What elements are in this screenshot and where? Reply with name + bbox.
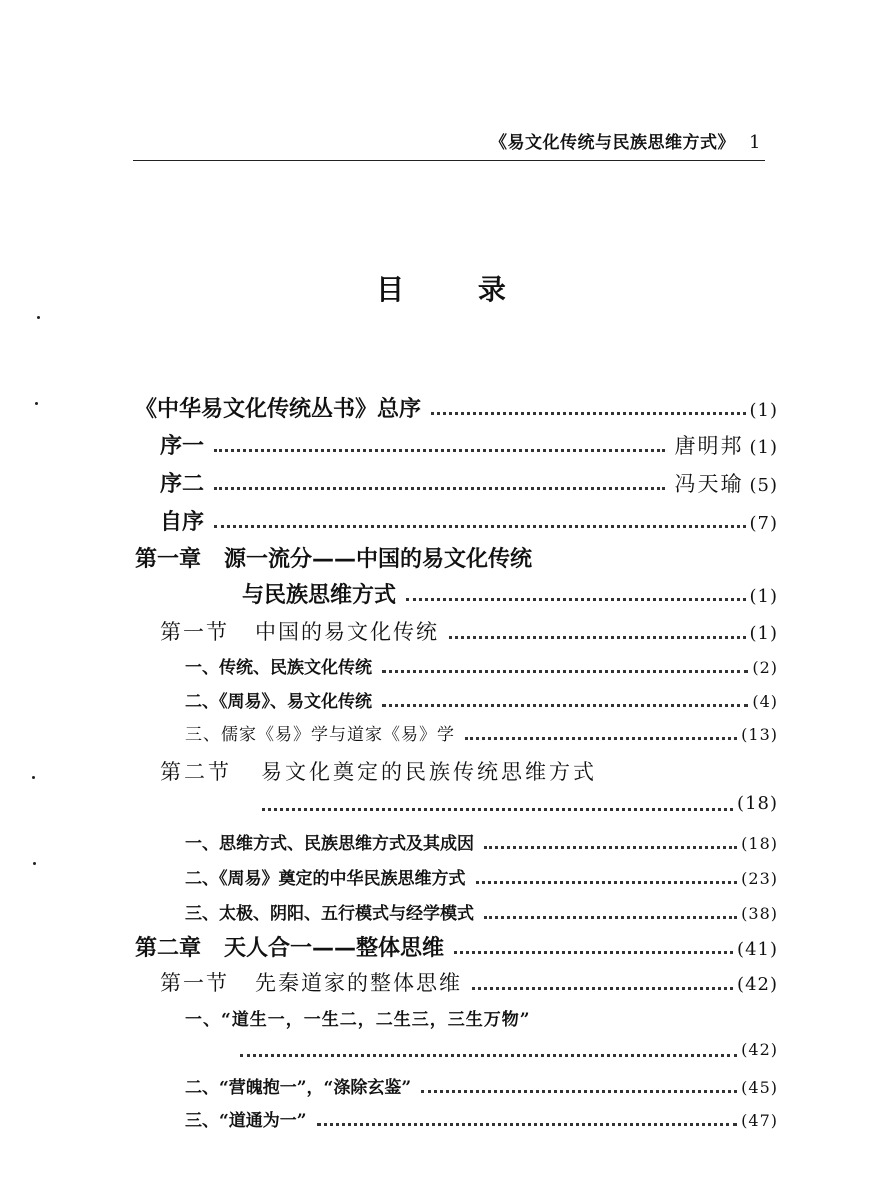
dot-leader <box>484 916 737 919</box>
scan-speck <box>33 862 36 865</box>
entry-label: 第一节 先秦道家的整体思维 <box>160 971 463 995</box>
entry-label: 第二章 天人合一——整体思维 <box>135 936 444 961</box>
entry-label: 自序 <box>160 510 205 535</box>
dot-leader <box>449 636 745 639</box>
entry-label: 二、《周易》、易文化传统 <box>185 692 372 712</box>
toc-entry-subsection <box>185 653 778 678</box>
entry-label: 一、传统、民族文化传统 <box>185 658 372 678</box>
entry-label: 《中华易文化传统丛书》总序 <box>135 397 422 422</box>
entry-page: (1) <box>749 400 778 421</box>
entry-page: (7) <box>749 513 778 534</box>
scan-speck <box>35 402 38 405</box>
dot-leader <box>214 449 664 452</box>
entry-label: 序一 <box>160 434 205 459</box>
entry-label: 第二节 易文化奠定的民族传统思维方式 <box>160 760 598 784</box>
entry-page: (18) <box>741 834 778 853</box>
dot-leader <box>317 1123 738 1126</box>
entry-label: 三、儒家《易》学与道家《易》学 <box>185 725 455 745</box>
scan-speck <box>32 776 35 779</box>
entry-page: (4) <box>752 692 778 711</box>
dot-leader <box>421 1090 737 1093</box>
toc-entry-section-1-2 <box>160 756 778 786</box>
entry-page: (41) <box>737 939 778 960</box>
entry-label: 三、“道通为一” <box>185 1111 307 1131</box>
entry-label: 第一章 源一流分——中国的易文化传统 <box>135 547 532 572</box>
entry-page: (38) <box>741 904 778 923</box>
toc-entry-author-preface <box>160 505 778 536</box>
dot-leader <box>431 412 745 415</box>
toc-entry-chapter-1 <box>135 542 778 573</box>
toc-entry-subsection <box>185 1073 778 1098</box>
dot-leader <box>454 951 733 954</box>
entry-label: 二、《周易》奠定的中华民族思维方式 <box>185 869 466 889</box>
entry-page: (1) <box>749 437 778 458</box>
entry-label: 与民族思维方式 <box>242 583 397 608</box>
scan-speck <box>37 316 40 319</box>
entry-page: (45) <box>741 1078 778 1097</box>
entry-label: 第一节 中国的易文化传统 <box>160 620 440 644</box>
toc-entry-series-preface <box>135 392 778 423</box>
dot-leader <box>214 487 664 490</box>
book-title: 《易文化传统与民族思维方式》 <box>490 133 736 153</box>
dot-leader <box>214 525 745 528</box>
entry-page: (1) <box>749 623 778 644</box>
dot-leader <box>382 670 748 673</box>
entry-page: (18) <box>737 793 778 814</box>
entry-label: 一、“道生一，一生二，二生三，三生万物” <box>185 1010 531 1030</box>
entry-page: (47) <box>741 1111 778 1130</box>
toc-entry-subsection <box>185 1005 778 1030</box>
toc-title: 目 录 <box>376 273 538 306</box>
dot-leader <box>406 598 745 601</box>
toc-entry-subsection <box>185 687 778 712</box>
entry-label: 一、思维方式、民族思维方式及其成因 <box>185 834 474 854</box>
dot-leader <box>262 808 733 811</box>
entry-label: 三、太极、阴阳、五行模式与经学模式 <box>185 904 474 924</box>
toc-entry-section-1-1 <box>160 616 778 646</box>
toc-entry-subsection <box>185 899 778 924</box>
dot-leader <box>476 881 738 884</box>
toc-entry-subsection <box>185 864 778 889</box>
dot-leader <box>240 1054 737 1057</box>
toc-entry-preface-1 <box>160 429 778 460</box>
dot-leader <box>472 987 733 990</box>
toc-entry-subsection <box>185 720 778 745</box>
toc-entry-section-1-2-cont <box>262 793 778 814</box>
entry-author: 冯天瑜 <box>674 472 744 496</box>
toc-entry-subsection <box>185 829 778 854</box>
header-rule <box>133 160 765 161</box>
entry-label: 二、“营魄抱一”，“涤除玄鉴” <box>185 1078 412 1098</box>
toc-entry-subsection <box>185 1106 778 1131</box>
entry-page: (23) <box>741 869 778 888</box>
entry-author: 唐明邦 <box>674 434 744 458</box>
running-header <box>133 128 761 153</box>
toc-entry-subsection-cont <box>240 1040 778 1059</box>
dot-leader <box>484 846 737 849</box>
toc-entry-chapter-2 <box>135 931 778 962</box>
entry-page: (1) <box>749 586 778 607</box>
entry-label: 序二 <box>160 472 205 497</box>
dot-leader <box>382 704 748 707</box>
entry-page: (5) <box>749 475 778 496</box>
entry-page: (42) <box>741 1040 778 1059</box>
toc-entry-chapter-1-cont <box>242 578 778 609</box>
entry-page: (2) <box>752 658 778 677</box>
toc-entry-section-2-1 <box>160 967 778 997</box>
dot-leader <box>465 737 737 740</box>
entry-page: (42) <box>737 974 778 995</box>
entry-page: (13) <box>741 725 778 744</box>
toc-entry-preface-2 <box>160 467 778 498</box>
page-number: 1 <box>749 132 761 153</box>
